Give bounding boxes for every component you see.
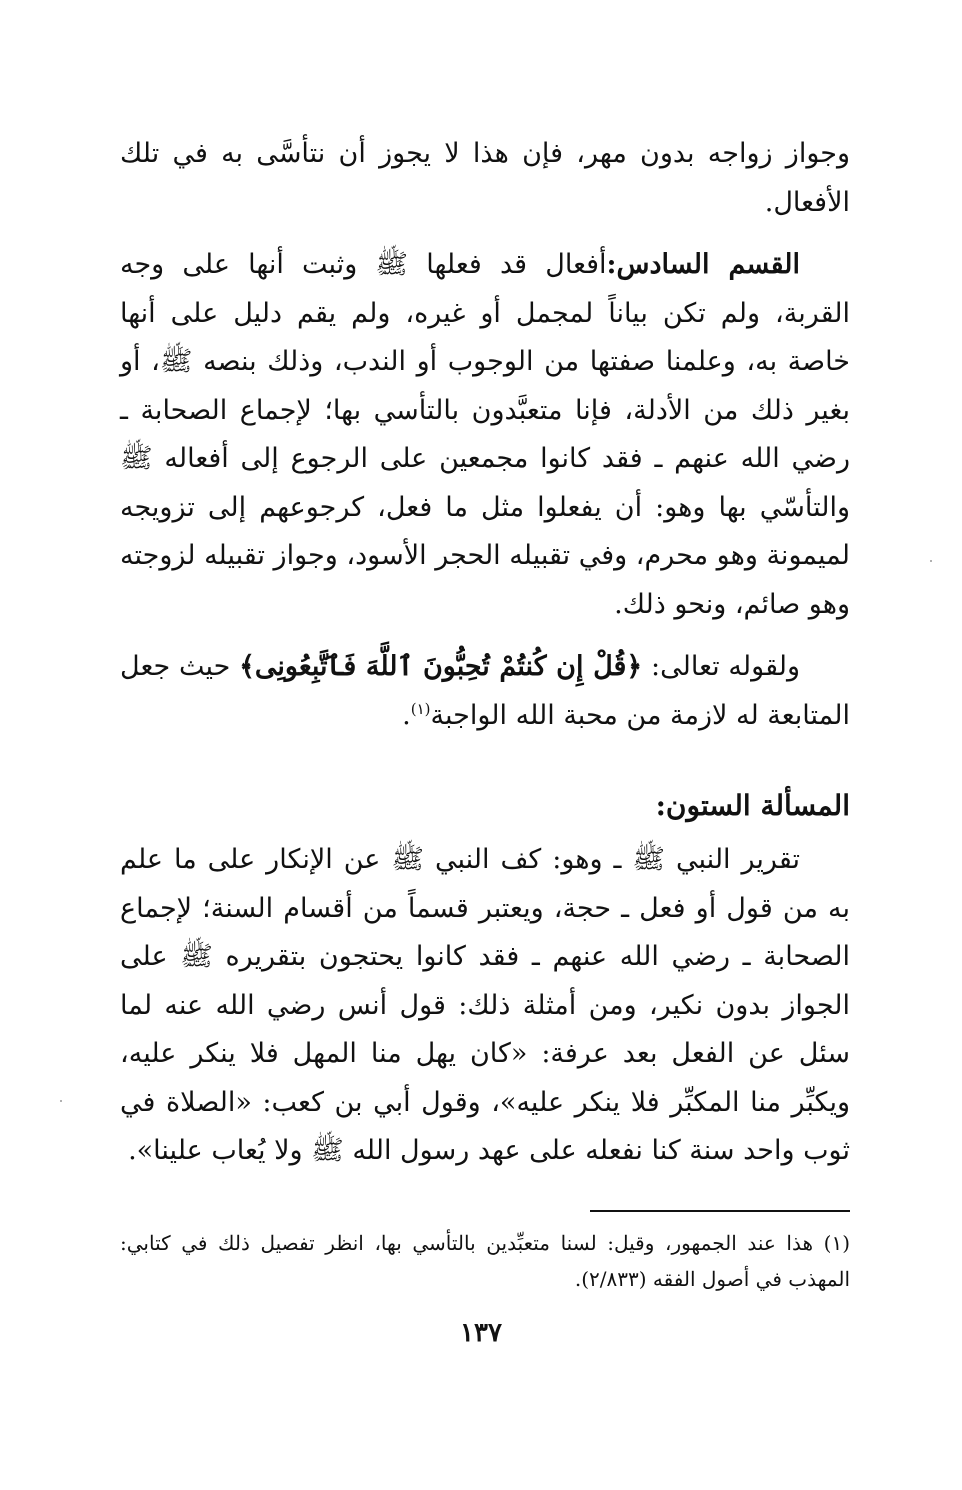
section-label: القسم السادس: (606, 249, 800, 280)
paragraph-2-text: أفعال قد فعلها ﷺ وثبت أنها على وجه القربة، ولم تكن بياناً لمجمل أو غيره، ولم يقم دليل على أنها خاصة به، وعلمنا صفتها من الوجوب أو الندب، وذلك بنصه ﷺ، أو بغير ذلك من الأدلة، فإنا متعبَّدون بالتأسي بها؛ لإجماع الصحابة ـ رضي الله عنهم ـ فقد كانوا مجمعين على الرجوع إلى أفعاله ﷺ والتأسّي بها وهو: أن يفعلوا مثل ما فعل، كرجوعهم إلى تزويجه لميمونة وهو محرم، وفي تقبيله الحجر الأسود، وجواز تقبيله لزوجته وهو صائم، ونحو ذلك. (120, 249, 850, 620)
paragraph-4-text: تقرير النبي ﷺ ـ وهو: كف النبي ﷺ عن الإنكار على ما علم به من قول أو فعل ـ حجة، ويعتبر قسماً من أقسام السنة؛ لإجماع الصحابة ـ رضي الله عنهم ـ فقد كانوا يحتجون بتقريره ﷺ على الجواز بدون نكير، ومن أمثلة ذلك: قول أنس رضي الله عنه لما سئل عن الفعل بعد عرفة: «كان يهل منا المهل فلا ينكر عليه، ويكبِّر منا المكبِّر فلا ينكر عليه»، وقول أبي بن كعب: «الصلاة في ثوب واحد سنة كنا نفعله على عهد رسول الله ﷺ ولا يُعاب علينا». (120, 844, 850, 1166)
footnote-separator (590, 1210, 850, 1212)
paragraph-3-lead: ولقوله تعالى: (642, 651, 801, 682)
footnotes (120, 1225, 850, 1297)
footnote-text: هذا عند الجمهور، وقيل: لسنا متعبِّدين بالتأسي بها، انظر تفصيل ذلك في كتابي: المهذب في أصول الفقه (٢/٨٣٣). (120, 1231, 850, 1291)
paragraph-2 (120, 241, 850, 629)
footnote-marker: (١) (823, 1231, 850, 1255)
paragraph-1-text: وجواز زواجه بدون مهر، فإن هذا لا يجوز أن نتأسَّى به في تلك الأفعال. (120, 138, 850, 218)
page-number: ١٣٧ (460, 1318, 502, 1348)
paragraph-3-end: . (402, 699, 411, 731)
footnote-reference[interactable]: (١) (410, 699, 431, 718)
section-heading: المسألة الستون: (655, 789, 850, 822)
scan-speck (930, 560, 932, 562)
footnote-1 (120, 1225, 850, 1297)
paragraph-3 (120, 643, 850, 740)
main-text (120, 130, 850, 1176)
scan-speck (60, 1100, 62, 1102)
paragraph-4 (120, 836, 850, 1176)
paragraph-3-text: حيث جعل المتابعة له لازمة من محبة الله الواجبة (120, 651, 850, 731)
quran-verse: ﴿قُلْ إِن كُنتُمْ تُحِبُّونَ ٱللَّهَ فَٱتَّبِعُونِى﴾ (239, 651, 643, 682)
paragraph-1 (120, 130, 850, 227)
